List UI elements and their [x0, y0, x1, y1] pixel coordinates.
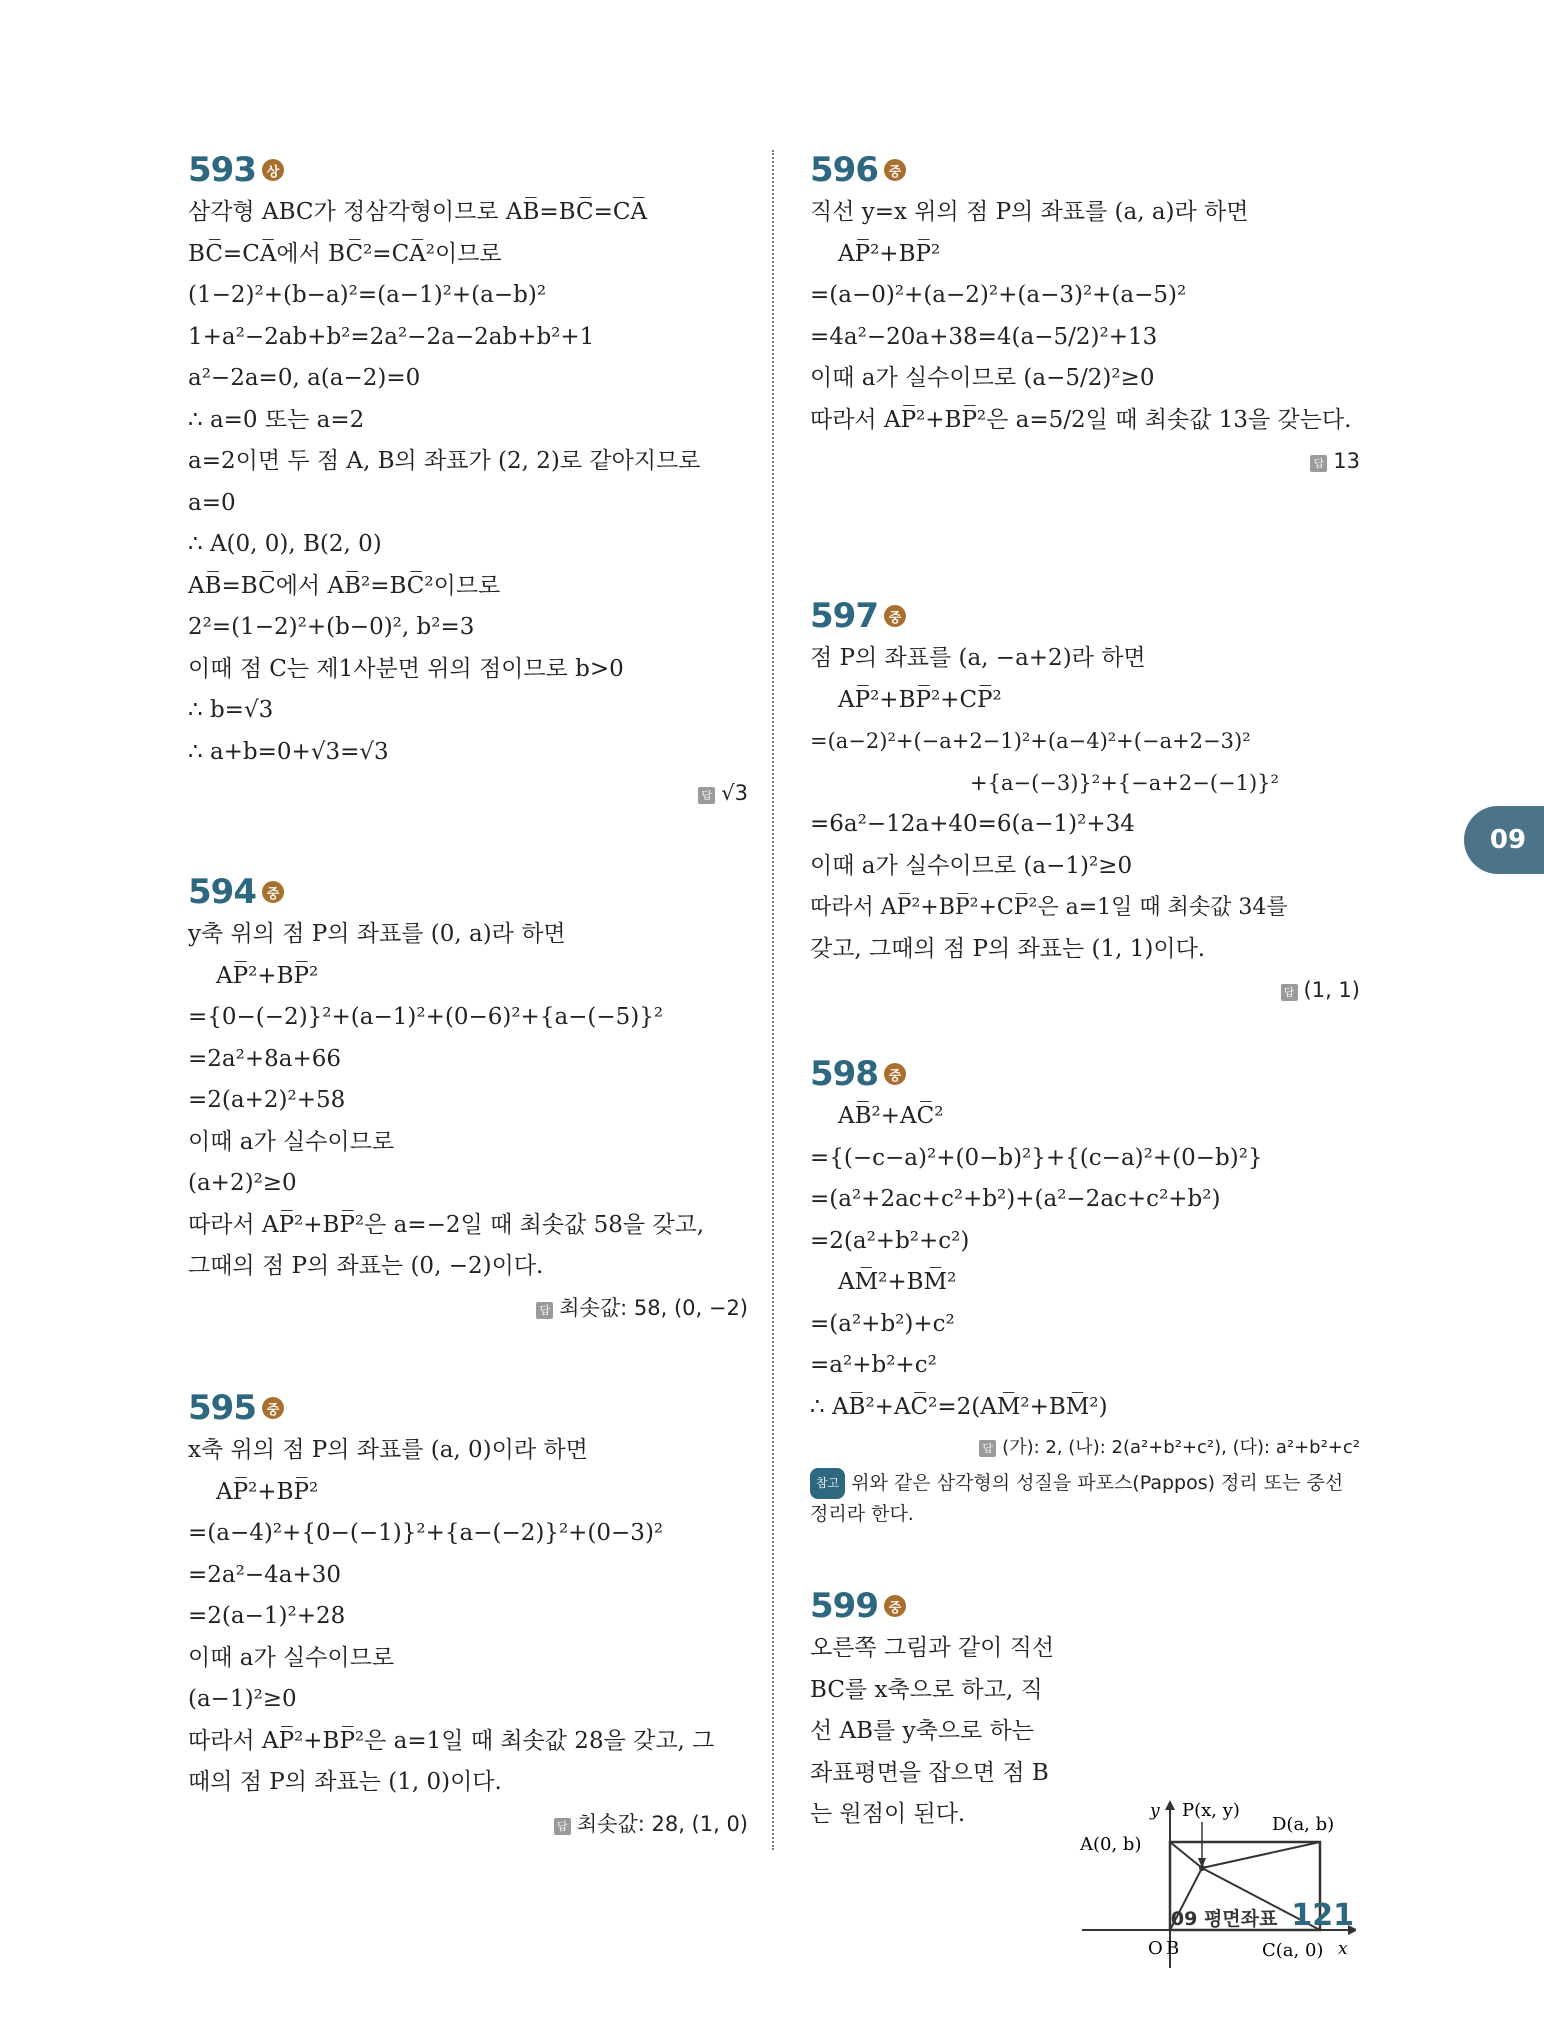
answer: [810, 1428, 1360, 1468]
problem-594: [188, 870, 748, 1328]
answer: [188, 1804, 748, 1844]
problem-595: [188, 1386, 748, 1844]
answer-icon: 답: [1281, 984, 1298, 1001]
solution-line: =2(a²+b²+c²): [810, 1227, 970, 1254]
answer: [188, 1288, 748, 1328]
label-y: y: [1150, 1801, 1160, 1821]
solution-line: ∴ A(0, 0), B(2, 0): [188, 531, 382, 557]
page-footer: [1171, 1898, 1354, 1933]
solution-line: (a+2)²≥0: [188, 1170, 297, 1196]
solution-line: 따라서 AP̅²+BP̅²은 a=1일 때 최솟값 28을 갖고, 그: [188, 1727, 715, 1754]
label-d: D(a, b): [1272, 1814, 1335, 1835]
label-x: x: [1338, 1939, 1348, 1959]
problem-597: [810, 594, 1360, 1010]
level-badge: 중: [884, 1063, 906, 1085]
solution-line: BC를 x축으로 하고, 직: [810, 1676, 1043, 1703]
segment-dp: [1202, 1842, 1320, 1868]
column-divider: [772, 150, 774, 1850]
note-text: 위와 같은 삼각형의 성질을 파포스(Pappos) 정리 또는 중선 정리라 한다.: [810, 1472, 1344, 1525]
answer-icon: 답: [979, 1440, 996, 1457]
solution-line: =(a²+2ac+c²+b²)+(a²−2ac+c²+b²): [810, 1186, 1221, 1212]
solution-line: 따라서 AP̅²+BP̅²은 a=−2일 때 최솟값 58을 갖고,: [188, 1211, 705, 1238]
problem-number: 598: [810, 1054, 878, 1094]
solution-line: =(a−2)²+(−a+2−1)²+(a−4)²+(−a+2−3)²: [810, 729, 1251, 753]
level-badge: 상: [262, 159, 284, 181]
solution-line: ={0−(−2)}²+(a−1)²+(0−6)²+{a−(−5)}²: [188, 1004, 664, 1030]
solution-line: AP̅²+BP̅²+CP̅²: [838, 686, 1002, 713]
solution-line: BC̅=CA̅에서 BC̅²=CA̅²이므로: [188, 240, 502, 267]
y-axis-arrow: [1165, 1800, 1175, 1810]
solution-line: 좌표평면을 잡으면 점 B: [810, 1759, 1049, 1786]
problem-596: [810, 148, 1360, 481]
label-b: B: [1166, 1938, 1180, 1959]
point-p: [1199, 1865, 1205, 1871]
solution-line: 이때 a가 실수이므로 (a−5/2)²≥0: [810, 365, 1155, 391]
answer-icon: 답: [536, 1302, 553, 1319]
solution-line: =4a²−20a+38=4(a−5/2)²+13: [810, 323, 1158, 350]
solution-line: 갖고, 그때의 점 P의 좌표는 (1, 1)이다.: [810, 935, 1206, 962]
problem-number: 597: [810, 596, 878, 636]
solution-line: 따라서 AP̅²+BP̅²은 a=5/2일 때 최솟값 13을 갖는다.: [810, 406, 1352, 433]
answer-text: 13: [1333, 449, 1360, 473]
answer-text: (1, 1): [1303, 978, 1360, 1002]
level-badge: 중: [884, 1595, 906, 1617]
problem-598: [810, 1052, 1360, 1530]
problem-number: 593: [188, 150, 256, 190]
answer-text: √3: [721, 781, 748, 805]
level-badge: 중: [884, 605, 906, 627]
footer-chapter: 09 평면좌표: [1170, 1908, 1278, 1930]
solution-line: +{a−(−3)}²+{−a+2−(−1)}²: [970, 770, 1279, 795]
answer: [810, 970, 1360, 1010]
solution-line: =2a²−4a+30: [188, 1561, 341, 1588]
solution-line: x축 위의 점 P의 좌표를 (a, 0)이라 하면: [188, 1437, 588, 1463]
problem-number: 594: [188, 872, 256, 912]
problem-number: 595: [188, 1388, 256, 1428]
answer-icon: 답: [698, 787, 715, 804]
solution-line: 때의 점 P의 좌표는 (1, 0)이다.: [188, 1769, 502, 1795]
solution-line: 는 원점이 된다.: [810, 1801, 966, 1827]
solution-line: ∴ b=√3: [188, 697, 274, 723]
label-o: O: [1148, 1938, 1163, 1959]
solution-line: AP̅²+BP̅²: [216, 1478, 319, 1505]
solution-line: =6a²−12a+40=6(a−1)²+34: [810, 811, 1135, 837]
answer-text: 최솟값: 28, (1, 0): [576, 1811, 748, 1836]
solution-line: AP̅²+BP̅²: [838, 240, 941, 267]
solution-line: ∴ a=0 또는 a=2: [188, 406, 365, 433]
reference-note: [810, 1468, 1360, 1530]
solution-line: 1+a²−2ab+b²=2a²−2a−2ab+b²+1: [188, 323, 595, 350]
solution-line: 직선 y=x 위의 점 P의 좌표를 (a, a)라 하면: [810, 199, 1249, 225]
solution-line: ∴ AB̅²+AC̅²=2(AM̅²+BM̅²): [810, 1393, 1108, 1420]
solution-line: 삼각형 ABC가 정삼각형이므로 AB̅=BC̅=CA̅: [188, 199, 648, 225]
level-badge: 중: [884, 159, 906, 181]
answer-text: (가): 2, (나): 2(a²+b²+c²), (다): a²+b²+c²: [1002, 1437, 1360, 1458]
solution-line: 따라서 AP̅²+BP̅²+CP̅²은 a=1일 때 최솟값 34를: [810, 895, 1288, 920]
chapter-tab: 09: [1464, 806, 1544, 874]
solution-line: ∴ a+b=0+√3=√3: [188, 738, 389, 765]
solution-line: (1−2)²+(b−a)²=(a−1)²+(a−b)²: [188, 282, 547, 308]
answer: [188, 773, 748, 813]
solution-line: 점 P의 좌표를 (a, −a+2)라 하면: [810, 645, 1146, 671]
answer-icon: 답: [1310, 455, 1327, 472]
solution-line: =(a²+b²)+c²: [810, 1310, 955, 1337]
problem-number: 596: [810, 150, 878, 190]
label-p: P(x, y): [1182, 1800, 1240, 1821]
solution-line: AM̅²+BM̅²: [838, 1269, 957, 1295]
solution-line: ={(−c−a)²+(0−b)²}+{(c−a)²+(0−b)²}: [810, 1144, 1263, 1171]
solution-line: (a−1)²≥0: [188, 1686, 297, 1712]
solution-line: 이때 a가 실수이므로: [188, 1128, 395, 1155]
solution-line: 이때 a가 실수이므로: [188, 1644, 395, 1671]
answer-text: 최솟값: 58, (0, −2): [559, 1295, 748, 1320]
label-a: A(0, b): [1080, 1834, 1142, 1855]
answer-icon: 답: [554, 1818, 571, 1835]
solution-line: a=0: [188, 489, 236, 516]
solution-line: y축 위의 점 P의 좌표를 (0, a)라 하면: [188, 921, 566, 947]
solution-line: 이때 점 C는 제1사분면 위의 점이므로 b>0: [188, 655, 624, 682]
solution-line: 오른쪽 그림과 같이 직선: [810, 1635, 1055, 1661]
solution-line: AB̅=BC̅에서 AB̅²=BC̅²이므로: [188, 572, 501, 599]
solution-line: =2a²+8a+66: [188, 1045, 341, 1072]
problem-593: [188, 148, 748, 813]
solution-line: =a²+b²+c²: [810, 1352, 937, 1378]
label-c: C(a, 0): [1262, 1940, 1324, 1961]
level-badge: 중: [262, 881, 284, 903]
level-badge: 중: [262, 1397, 284, 1419]
solution-line: AP̅²+BP̅²: [216, 962, 319, 989]
solution-line: 2²=(1−2)²+(b−0)², b²=3: [188, 614, 475, 640]
solution-line: a=2이면 두 점 A, B의 좌표가 (2, 2)로 같아지므로: [188, 448, 701, 474]
solution-line: =(a−0)²+(a−2)²+(a−3)²+(a−5)²: [810, 282, 1187, 308]
segment-ap: [1170, 1842, 1202, 1868]
solution-line: =2(a+2)²+58: [188, 1087, 346, 1113]
coordinate-figure: [1076, 1798, 1356, 1978]
solution-line: =(a−4)²+{0−(−1)}²+{a−(−2)}²+(0−3)²: [188, 1520, 664, 1546]
solution-line: AB̅²+AC̅²: [838, 1103, 944, 1129]
problem-number: 599: [810, 1586, 878, 1626]
note-label: 참고: [810, 1468, 845, 1499]
answer: [810, 441, 1360, 481]
solution-line: =2(a−1)²+28: [188, 1603, 346, 1629]
solution-line: 그때의 점 P의 좌표는 (0, −2)이다.: [188, 1253, 544, 1279]
page-number: 121: [1291, 1898, 1354, 1933]
solution-line: 이때 a가 실수이므로 (a−1)²≥0: [810, 852, 1133, 879]
solution-line: a²−2a=0, a(a−2)=0: [188, 365, 421, 391]
solution-line: 선 AB를 y축으로 하는: [810, 1718, 1034, 1744]
